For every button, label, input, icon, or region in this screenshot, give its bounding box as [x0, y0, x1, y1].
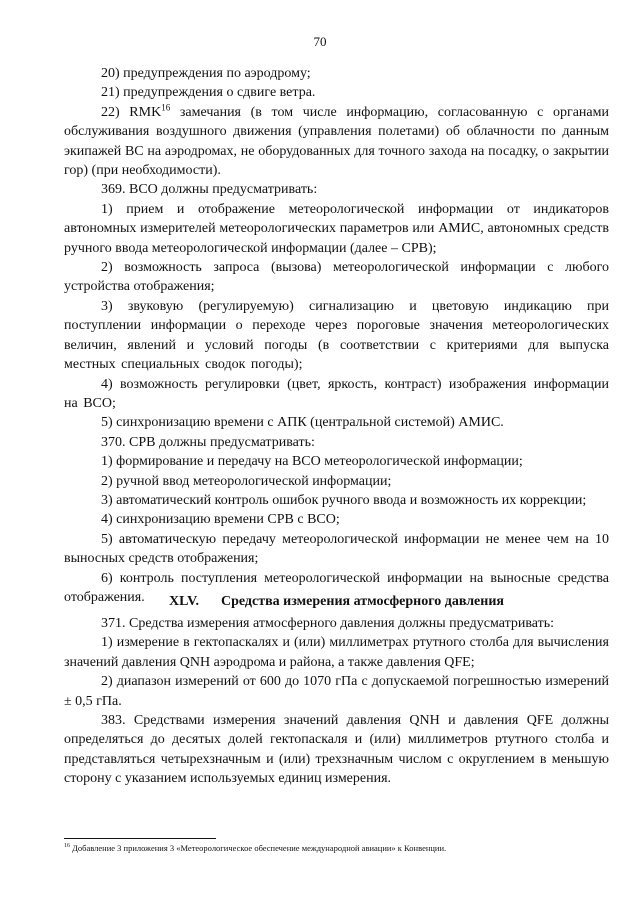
clause-383: 383. Средствами измерения значений давления QNH и давления QFE должны определяться до десятых долей гектопаскаля и (или) миллиметров ртутного столба и представляться четырехзначным и (или) трехзначным числом с округлением в меньшую сторону с указанием используемых единиц измерения.: [64, 713, 609, 787]
list-item: 1) формирование и передачу на ВСО метеорологической информации;: [101, 454, 523, 470]
list-item: 6) контроль поступления метеорологической информации на выносные средства отображения.: [64, 570, 609, 605]
list-item: 5) синхронизацию времени с АПК (центральной системой) АМИС.: [101, 415, 504, 431]
footnote-divider: [64, 838, 216, 839]
list-item: 1) измерение в гектопаскалях и (или) миллиметрах ртутного столба для вычисления значений давления QNH аэродрома и района, а также давления QFE;: [64, 635, 609, 670]
list-item-rmk: [64, 103, 609, 181]
list-item: 5) автоматическую передачу метеорологической информации не менее чем на 10 выносных средств отображения;: [64, 531, 609, 567]
list-item: 2) возможность запроса (вызова) метеорологической информации с любого устройства отображения;: [64, 260, 609, 295]
list-item: 1) прием и отображение метеорологической информации от индикаторов автономных измерителей метеорологических параметров или АМИС, автономных средств ручного ввода метеорологической информации (далее – СРВ);: [64, 201, 609, 256]
list-item: 4) синхронизацию времени СРВ с ВСО;: [101, 512, 340, 528]
clause-371: 371. Средства измерения атмосферного давления должны предусматривать:: [101, 616, 555, 631]
page-number: 70: [313, 34, 327, 49]
list-item: 20) предупреждения по аэродрому;: [101, 66, 311, 81]
section-heading: [64, 592, 609, 611]
footnote-text: Добавление 3 приложения 3 «Метеорологическое обеспечение международной авиации» к Конвенции.: [70, 843, 447, 853]
list-item: 2) ручной ввод метеорологической информации;: [101, 473, 392, 489]
footnote: [64, 842, 609, 854]
section-title: Средства измерения атмосферного давления: [220, 594, 504, 609]
list-item: 3) звуковую (регулируемую) сигнализацию и цветовую индикацию при поступлении информации о переходе через пороговые значения метеорологических величин, явлений и условий погоды (в соответствии с критериями для выпуска местных специальных сводок погоды);: [64, 298, 609, 373]
list-item: 21) предупреждения о сдвиге ветра.: [101, 85, 316, 101]
footnote-mark: 16: [64, 843, 70, 850]
list-item: 3) автоматический контроль ошибок ручного ввода и возможность их коррекции;: [101, 492, 587, 508]
clause-370: 370. СРВ должны предусматривать:: [101, 434, 315, 450]
clause-369: 369. ВСО должны предусматривать:: [101, 182, 318, 198]
section-number: XLV.: [169, 594, 199, 609]
document-body: [64, 64, 609, 607]
list-item: 2) диапазон измерений от 600 до 1070 гПа с допускаемой погрешностью измерений ± 0,5 гПа.: [64, 674, 609, 709]
list-item: 4) возможность регулировки (цвет, яркость, контраст) изображения информации на ВСО;: [64, 376, 609, 411]
rmk-label: 22) RMK: [101, 104, 162, 120]
rmk-text: замечания (в том числе информацию, согласованную с органами обслуживания воздушного движения (управления полетами) об облачности по данным экипажей ВС на аэродромах, не оборудованных для точного захода на посадку, о закрытии гор) (при необходимости).: [64, 104, 609, 179]
footnote-reference: 16: [161, 102, 171, 113]
section-body: [64, 614, 609, 789]
